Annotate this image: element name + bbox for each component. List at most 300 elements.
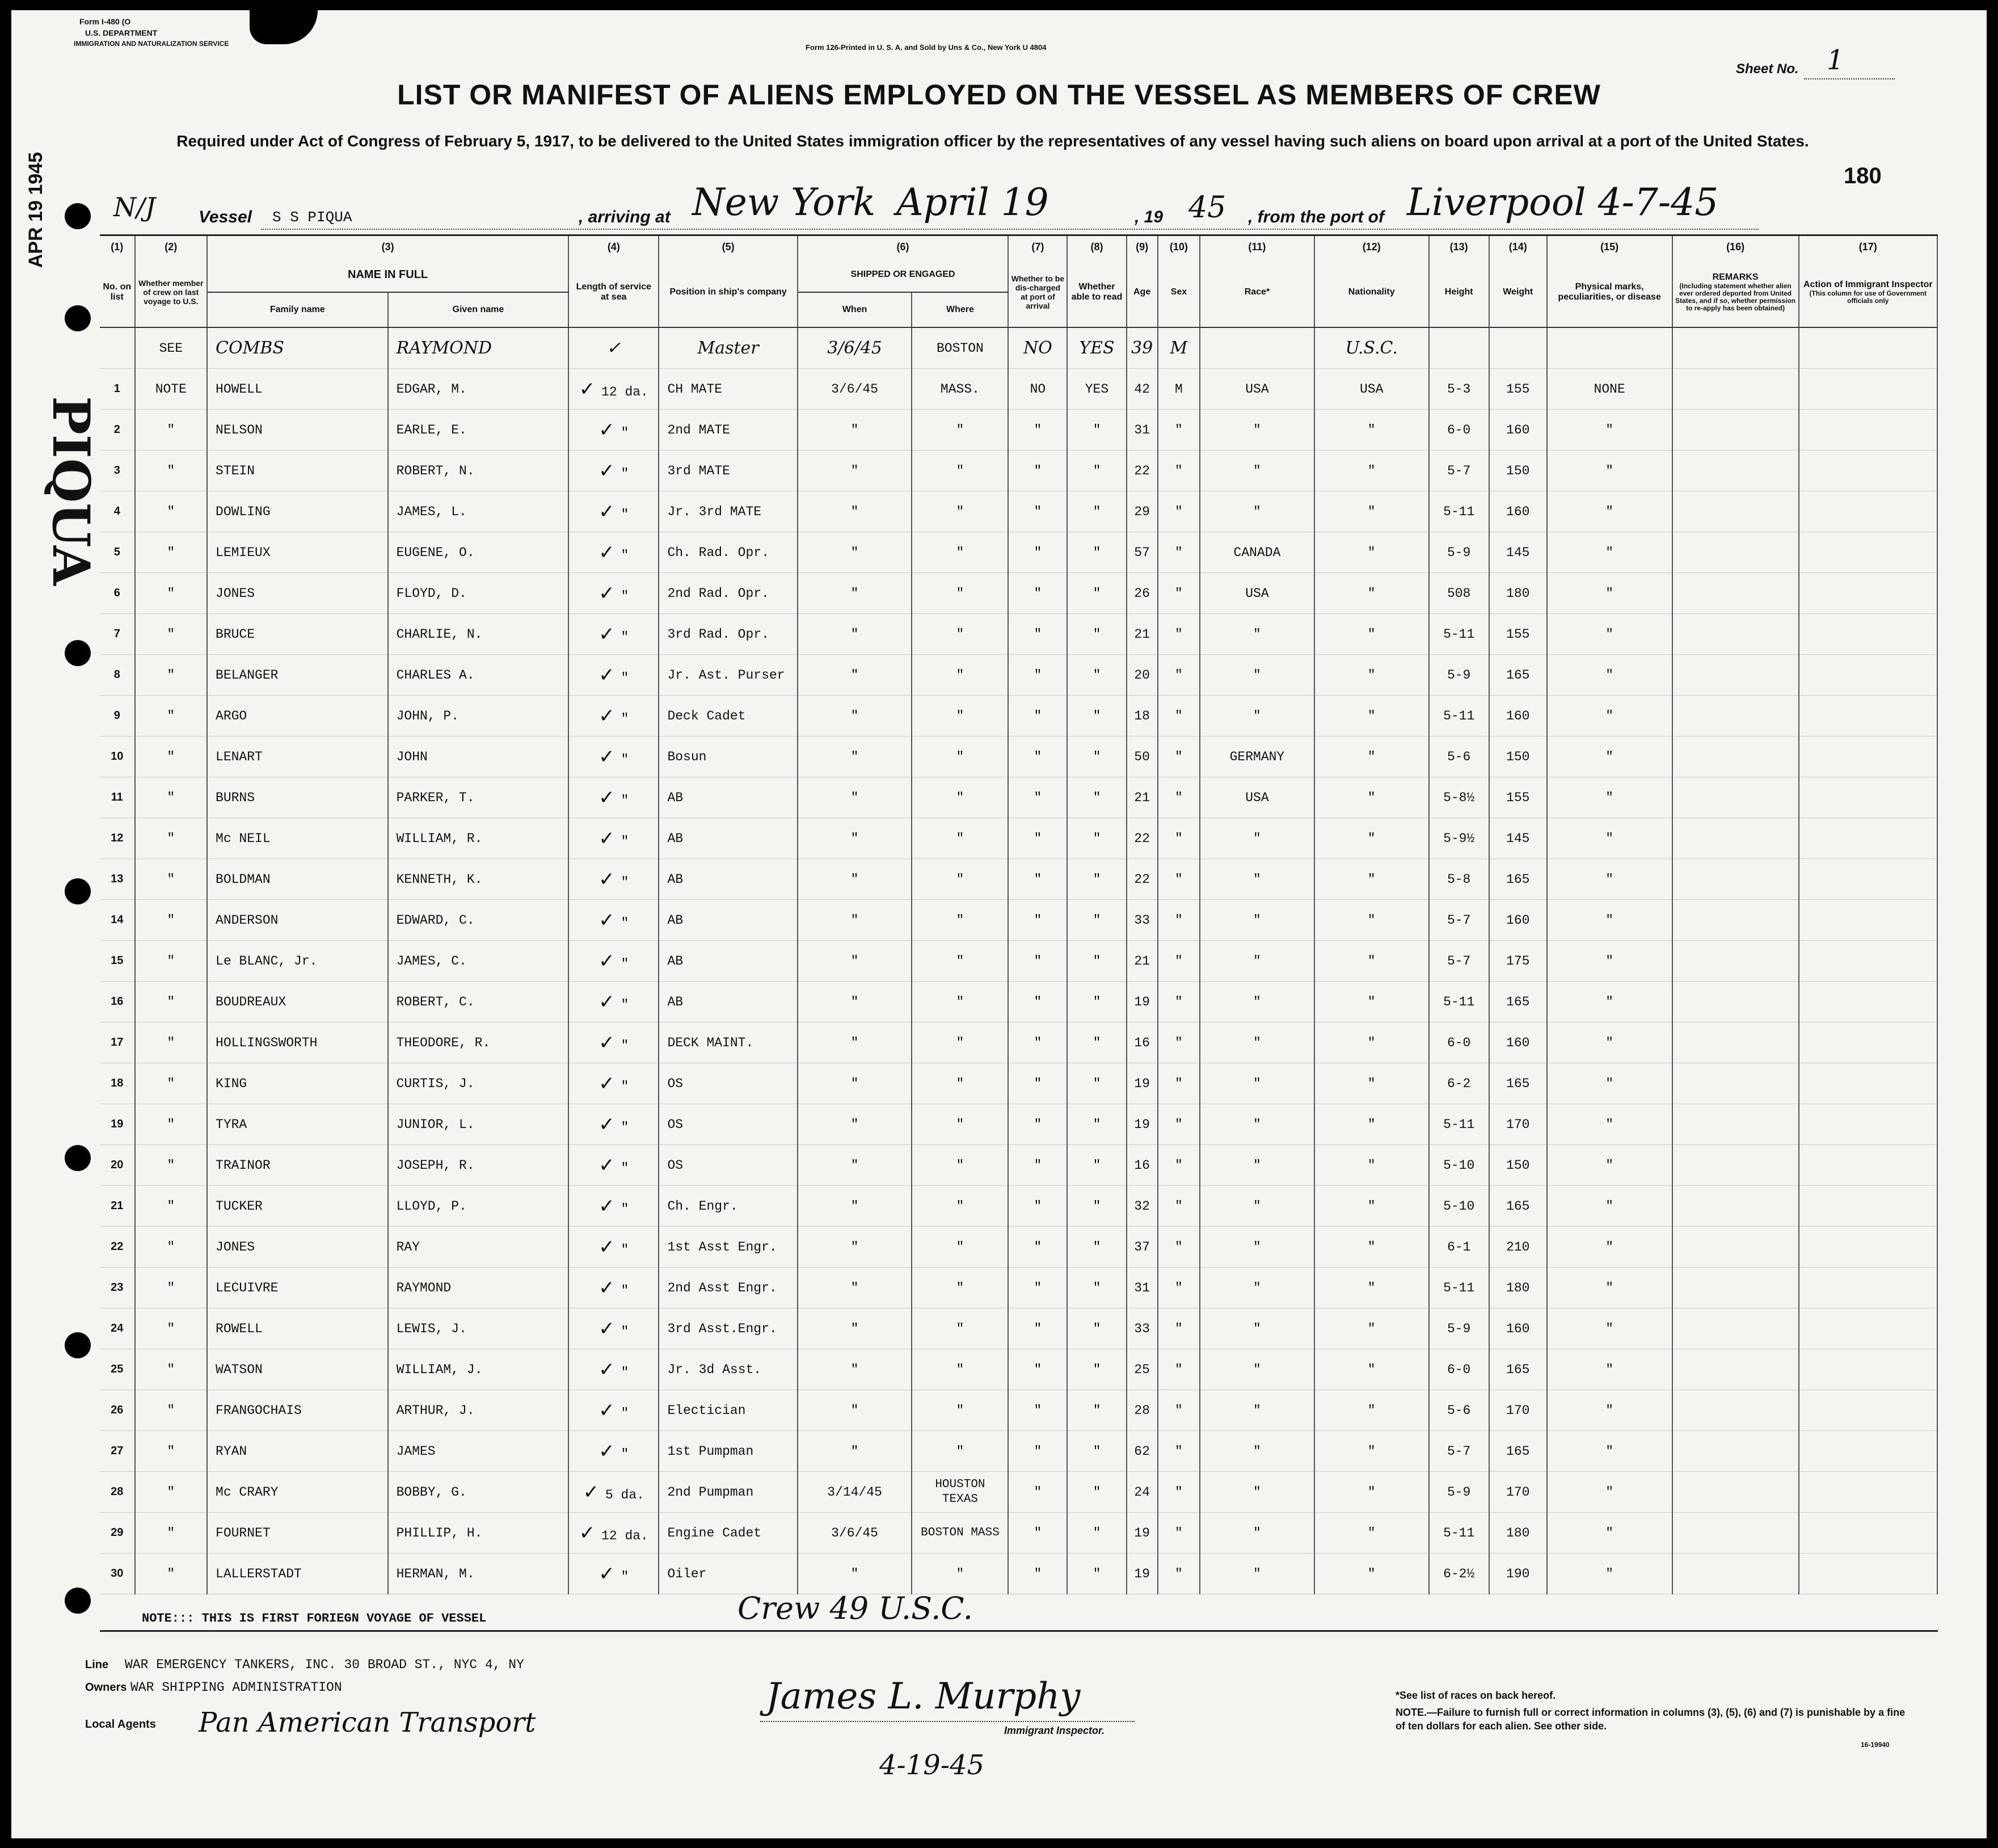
table-row — [100, 818, 1937, 859]
service-length-text: " — [621, 752, 629, 767]
signature-date: 4-19-45 — [879, 1749, 985, 1781]
cell-discharged: " — [1008, 1349, 1067, 1390]
cell-weight: 150 — [1489, 736, 1547, 777]
cell-weight: 170 — [1489, 1472, 1547, 1513]
cell-race: " — [1200, 655, 1314, 696]
checkmark-icon: ✓ — [598, 1031, 621, 1054]
cell-weight: 165 — [1489, 859, 1547, 900]
table-row — [100, 1513, 1937, 1554]
cell-able-to-read: " — [1067, 1431, 1126, 1472]
cell-discharged: " — [1008, 900, 1067, 941]
cell-family-name: FOURNET — [207, 1513, 388, 1554]
cell-shipped-when: " — [798, 777, 912, 818]
cell-position: 3rd Asst.Engr. — [659, 1308, 797, 1349]
cell-service-length — [568, 369, 659, 410]
cell-list-number: 12 — [100, 818, 135, 859]
cell-able-to-read: " — [1067, 1063, 1126, 1104]
service-length-text: " — [621, 793, 629, 808]
cell-remarks — [1672, 1390, 1799, 1431]
checkmark-icon: ✓ — [598, 908, 621, 932]
cell-inspector-action — [1799, 1186, 1937, 1227]
cell-list-number: 19 — [100, 1104, 135, 1145]
cell-list-number: 3 — [100, 451, 135, 491]
cell-position: AB — [659, 818, 797, 859]
cell-service-length — [568, 655, 659, 696]
cell-last-voyage: " — [135, 1022, 207, 1063]
checkmark-icon: ✓ — [598, 418, 621, 441]
master-service: ✓ — [568, 327, 659, 369]
cell-list-number: 4 — [100, 491, 135, 532]
cell-nationality: " — [1314, 451, 1429, 491]
form-id: Form I-480 (O — [79, 17, 131, 26]
cell-nationality: USA — [1314, 369, 1429, 410]
cell-weight: 170 — [1489, 1390, 1547, 1431]
cell-race: " — [1200, 1308, 1314, 1349]
cell-last-voyage: " — [135, 1268, 207, 1308]
table-row — [100, 573, 1937, 614]
cell-physical-marks: " — [1547, 1390, 1672, 1431]
cell-race: " — [1200, 1063, 1314, 1104]
cell-family-name: LECUIVRE — [207, 1268, 388, 1308]
cell-discharged: " — [1008, 532, 1067, 573]
cell-family-name: Mc NEIL — [207, 818, 388, 859]
cell-nationality: " — [1314, 982, 1429, 1022]
from-port-label: , from the port of — [1248, 208, 1384, 226]
cell-able-to-read: " — [1067, 1308, 1126, 1349]
col-name-in-full: NAME IN FULL — [207, 258, 568, 292]
cell-shipped-where: " — [912, 532, 1008, 573]
cell-physical-marks: " — [1547, 941, 1672, 982]
inspector-title: Action of Immigrant Inspector — [1803, 280, 1933, 289]
col-remarks — [1672, 258, 1799, 327]
cell-last-voyage: " — [135, 655, 207, 696]
cell-physical-marks: NONE — [1547, 369, 1672, 410]
cell-last-voyage: " — [135, 818, 207, 859]
cell-shipped-where: " — [912, 1431, 1008, 1472]
cell-service-length — [568, 859, 659, 900]
sheet-number: 1 — [1827, 44, 1844, 76]
cell-discharged: " — [1008, 736, 1067, 777]
cell-nationality: " — [1314, 655, 1429, 696]
page-title: LIST OR MANIFEST OF ALIENS EMPLOYED ON THE VESSEL AS MEMBERS OF CREW — [397, 79, 1601, 111]
year-prefix: , 19 — [1135, 208, 1164, 226]
cell-race: USA — [1200, 777, 1314, 818]
service-length-text: " — [621, 1079, 629, 1094]
cell-age: 33 — [1127, 1308, 1158, 1349]
cell-able-to-read: " — [1067, 818, 1126, 859]
table-row — [100, 1349, 1937, 1390]
cell-able-to-read: " — [1067, 1186, 1126, 1227]
cell-weight: 180 — [1489, 1513, 1547, 1554]
cell-weight: 180 — [1489, 1268, 1547, 1308]
cell-weight: 155 — [1489, 369, 1547, 410]
cell-service-length — [568, 1554, 659, 1594]
cell-last-voyage: " — [135, 736, 207, 777]
cell-able-to-read: " — [1067, 1472, 1126, 1513]
service-length-text: " — [621, 1242, 629, 1257]
cell-physical-marks: " — [1547, 1186, 1672, 1227]
cell-remarks — [1672, 1186, 1799, 1227]
cell-shipped-when: " — [798, 532, 912, 573]
cell-service-length — [568, 491, 659, 532]
cell-weight: 160 — [1489, 491, 1547, 532]
col-family-name: Family name — [207, 292, 388, 327]
cell-able-to-read: " — [1067, 1104, 1126, 1145]
cell-nationality: " — [1314, 1390, 1429, 1431]
cell-family-name: JONES — [207, 573, 388, 614]
cell-inspector-action — [1799, 1268, 1937, 1308]
cell-list-number: 13 — [100, 859, 135, 900]
cell-age: 50 — [1127, 736, 1158, 777]
cell-remarks — [1672, 1268, 1799, 1308]
cell-weight: 165 — [1489, 1186, 1547, 1227]
service-length-text: " — [621, 874, 629, 890]
cell-inspector-action — [1799, 451, 1937, 491]
cell-service-length — [568, 410, 659, 451]
voyage-note: NOTE::: THIS IS FIRST FORIEGN VOYAGE OF VESSEL — [142, 1611, 487, 1626]
cell-list-number: 28 — [100, 1472, 135, 1513]
cell-discharged: " — [1008, 1431, 1067, 1472]
cell-nationality: " — [1314, 532, 1429, 573]
cell-sex: " — [1158, 900, 1200, 941]
service-length-text: " — [621, 548, 629, 563]
cell-remarks — [1672, 410, 1799, 451]
cell-shipped-when: 3/14/45 — [798, 1472, 912, 1513]
cell-list-number: 14 — [100, 900, 135, 941]
service-length-text: " — [621, 711, 629, 726]
cell-shipped-where: " — [912, 736, 1008, 777]
cell-remarks — [1672, 1431, 1799, 1472]
cell-given-name: EDGAR, M. — [388, 369, 569, 410]
cell-able-to-read: " — [1067, 1227, 1126, 1268]
col-number: (15) — [1547, 235, 1672, 258]
inspector-note: (This column for use of Government officials only — [1809, 289, 1927, 305]
cell-given-name: PARKER, T. — [388, 777, 569, 818]
cell-last-voyage: " — [135, 859, 207, 900]
cell-given-name: JAMES, C. — [388, 941, 569, 982]
date-stamp: APR 19 1945 — [25, 152, 47, 268]
table-row — [100, 736, 1937, 777]
cell-family-name: HOLLINGSWORTH — [207, 1022, 388, 1063]
cell-race: " — [1200, 1186, 1314, 1227]
cell-race: " — [1200, 1431, 1314, 1472]
cell-service-length — [568, 1145, 659, 1186]
service-length-text: " — [621, 1201, 629, 1216]
cell-family-name: TUCKER — [207, 1186, 388, 1227]
cell-service-length — [568, 777, 659, 818]
cell-height: 6-1 — [1429, 1227, 1489, 1268]
cell-physical-marks: " — [1547, 736, 1672, 777]
cell-position: AB — [659, 941, 797, 982]
cell-service-length — [568, 1063, 659, 1104]
cell-remarks — [1672, 818, 1799, 859]
cell-nationality: " — [1314, 818, 1429, 859]
from-port: Liverpool 4-7-45 — [1407, 180, 1719, 224]
cell-height: 6-0 — [1429, 1349, 1489, 1390]
printer-line: Form 126-Printed in U. S. A. and Sold by Uns & Co., New York U 4804 — [806, 43, 1047, 52]
cell-height: 5-10 — [1429, 1145, 1489, 1186]
cell-given-name: JOSEPH, R. — [388, 1145, 569, 1186]
cell-shipped-when: " — [798, 900, 912, 941]
cell-position: 2nd Rad. Opr. — [659, 573, 797, 614]
cell-height: 5-11 — [1429, 1513, 1489, 1554]
cell-shipped-when: " — [798, 1349, 912, 1390]
cell-sex: " — [1158, 491, 1200, 532]
cell-discharged: " — [1008, 1472, 1067, 1513]
cell-inspector-action — [1799, 900, 1937, 941]
col-able-to-read: Whether able to read — [1067, 258, 1126, 327]
cell-position: Jr. 3d Asst. — [659, 1349, 797, 1390]
cell-inspector-action — [1799, 818, 1937, 859]
cell-height: 5-9 — [1429, 1472, 1489, 1513]
form-code: 16-19940 — [1861, 1741, 1890, 1749]
cell-last-voyage: " — [135, 1390, 207, 1431]
cell-physical-marks: " — [1547, 1472, 1672, 1513]
cell-able-to-read: YES — [1067, 369, 1126, 410]
checkmark-icon: ✓ — [598, 1235, 621, 1258]
col-number: (13) — [1429, 235, 1489, 258]
cell-discharged: " — [1008, 818, 1067, 859]
col-number: (8) — [1067, 235, 1126, 258]
cell-sex: " — [1158, 1308, 1200, 1349]
cell-inspector-action — [1799, 1227, 1937, 1268]
punch-hole — [65, 1332, 91, 1358]
cell-last-voyage: " — [135, 982, 207, 1022]
col-number: (10) — [1158, 235, 1200, 258]
cell-family-name: DOWLING — [207, 491, 388, 532]
col-number: (14) — [1489, 235, 1547, 258]
cell-able-to-read: " — [1067, 573, 1126, 614]
footer-rule — [100, 1630, 1938, 1632]
cell-list-number: 17 — [100, 1022, 135, 1063]
cell-shipped-when: " — [798, 736, 912, 777]
cell-position: Oiler — [659, 1554, 797, 1594]
cell-list-number: 23 — [100, 1268, 135, 1308]
cell-age: 31 — [1127, 410, 1158, 451]
cell-shipped-where: " — [912, 410, 1008, 451]
cell-discharged: " — [1008, 941, 1067, 982]
cell-shipped-when: " — [798, 1145, 912, 1186]
cell-race: " — [1200, 1349, 1314, 1390]
col-discharged: Whether to be dis-charged at port of arrival — [1008, 258, 1067, 327]
cell-family-name: WATSON — [207, 1349, 388, 1390]
cell-shipped-when: 3/6/45 — [798, 369, 912, 410]
cell-weight: 150 — [1489, 451, 1547, 491]
department-name: U.S. DEPARTMENT — [85, 28, 158, 37]
cell-given-name: JUNIOR, L. — [388, 1104, 569, 1145]
cell-given-name: ROBERT, N. — [388, 451, 569, 491]
cell-able-to-read: " — [1067, 941, 1126, 982]
cell-height: 5-8½ — [1429, 777, 1489, 818]
cell-family-name: ARGO — [207, 696, 388, 736]
cell-nationality: " — [1314, 1145, 1429, 1186]
cell-last-voyage: " — [135, 1308, 207, 1349]
cell-discharged: " — [1008, 1063, 1067, 1104]
service-length-text: " — [621, 629, 629, 645]
cell-sex: " — [1158, 1227, 1200, 1268]
cell-weight: 175 — [1489, 941, 1547, 982]
cell-weight: 155 — [1489, 777, 1547, 818]
cell-age: 28 — [1127, 1390, 1158, 1431]
cell-given-name: CHARLIE, N. — [388, 614, 569, 655]
cell-able-to-read: " — [1067, 1145, 1126, 1186]
cell-shipped-when: " — [798, 410, 912, 451]
cell-sex: " — [1158, 614, 1200, 655]
cell-weight: 160 — [1489, 900, 1547, 941]
cell-height: 5-8 — [1429, 859, 1489, 900]
cell-last-voyage: " — [135, 573, 207, 614]
cell-nationality: " — [1314, 736, 1429, 777]
table-row — [100, 777, 1937, 818]
checkmark-icon: ✓ — [598, 1072, 621, 1095]
col-age: Age — [1127, 258, 1158, 327]
cell-last-voyage: " — [135, 1349, 207, 1390]
cell-last-voyage: " — [135, 1104, 207, 1145]
cell-height: 6-2 — [1429, 1063, 1489, 1104]
service-length-text: " — [621, 1160, 629, 1176]
cell-sex: " — [1158, 1390, 1200, 1431]
cell-physical-marks: " — [1547, 859, 1672, 900]
cell-position: Engine Cadet — [659, 1513, 797, 1554]
service-length-text: " — [621, 1324, 629, 1339]
cell-family-name: Le BLANC, Jr. — [207, 941, 388, 982]
cell-given-name: JOHN — [388, 736, 569, 777]
page-number: 180 — [1844, 163, 1882, 188]
cell-weight: 190 — [1489, 1554, 1547, 1594]
master-last-voyage: SEE — [135, 327, 207, 369]
cell-sex: M — [1158, 369, 1200, 410]
cell-list-number: 5 — [100, 532, 135, 573]
service-length-text: " — [621, 1119, 629, 1135]
cell-nationality: " — [1314, 696, 1429, 736]
cell-shipped-where: " — [912, 696, 1008, 736]
line-label: Line — [85, 1658, 109, 1671]
races-note: *See list of races on back hereof. — [1396, 1690, 1556, 1701]
checkmark-icon: ✓ — [598, 786, 621, 809]
master-given-name: RAYMOND — [388, 327, 569, 369]
service-length-text: " — [621, 997, 629, 1012]
cell-weight: 180 — [1489, 573, 1547, 614]
page-subtitle: Required under Act of Congress of February 5, 1917, to be delivered to the United States immigration officer by the representatives of any vessel having such aliens on board upon arrival at a port of the United States. — [176, 132, 1809, 150]
table-row — [100, 1104, 1937, 1145]
cell-discharged: " — [1008, 1268, 1067, 1308]
cell-given-name: CHARLES A. — [388, 655, 569, 696]
cell-sex: " — [1158, 941, 1200, 982]
cell-last-voyage: " — [135, 941, 207, 982]
cell-service-length — [568, 1472, 659, 1513]
cell-discharged: " — [1008, 573, 1067, 614]
cell-weight: 170 — [1489, 1104, 1547, 1145]
service-length-text: " — [621, 1283, 629, 1298]
cell-age: 19 — [1127, 1063, 1158, 1104]
cell-given-name: FLOYD, D. — [388, 573, 569, 614]
cell-nationality: " — [1314, 1431, 1429, 1472]
cell-inspector-action — [1799, 859, 1937, 900]
checkmark-icon: ✓ — [598, 582, 621, 605]
cell-position: CH MATE — [659, 369, 797, 410]
cell-service-length — [568, 1104, 659, 1145]
manifest-sheet — [11, 10, 1987, 1838]
cell-nationality: " — [1314, 777, 1429, 818]
col-number: (7) — [1008, 235, 1067, 258]
table-row — [100, 491, 1937, 532]
col-position: Position in ship's company — [659, 258, 797, 327]
cell-list-number: 6 — [100, 573, 135, 614]
checkmark-icon: ✓ — [598, 704, 621, 727]
cell-position: 2nd Pumpman — [659, 1472, 797, 1513]
table-row — [100, 900, 1937, 941]
cell-able-to-read: " — [1067, 1349, 1126, 1390]
cell-able-to-read: " — [1067, 451, 1126, 491]
cell-weight: 150 — [1489, 1145, 1547, 1186]
cell-physical-marks: " — [1547, 655, 1672, 696]
cell-given-name: RAY — [388, 1227, 569, 1268]
cell-service-length — [568, 736, 659, 777]
sheet-label: Sheet No. — [1736, 61, 1799, 77]
cell-shipped-when: " — [798, 818, 912, 859]
cell-service-length — [568, 941, 659, 982]
cell-race: GERMANY — [1200, 736, 1314, 777]
cell-shipped-where: " — [912, 818, 1008, 859]
cell-sex: " — [1158, 655, 1200, 696]
cell-last-voyage: " — [135, 1186, 207, 1227]
master-read: YES — [1067, 327, 1126, 369]
checkmark-icon: ✓ — [598, 1562, 621, 1585]
cell-remarks — [1672, 696, 1799, 736]
cell-physical-marks: " — [1547, 1063, 1672, 1104]
cell-shipped-where: MASS. — [912, 369, 1008, 410]
col-physical-marks: Physical marks, peculiarities, or disease — [1547, 258, 1672, 327]
checkmark-icon: ✓ — [598, 949, 621, 973]
cell-discharged: " — [1008, 1390, 1067, 1431]
cell-race: USA — [1200, 369, 1314, 410]
cell-age: 31 — [1127, 1268, 1158, 1308]
table-row — [100, 1554, 1937, 1594]
cell-age: 62 — [1127, 1431, 1158, 1472]
cell-nationality: " — [1314, 900, 1429, 941]
crew-count: Crew 49 U.S.C. — [737, 1590, 973, 1626]
cell-able-to-read: " — [1067, 777, 1126, 818]
checkmark-icon: ✓ — [583, 1480, 605, 1504]
cell-discharged: " — [1008, 696, 1067, 736]
initials: N/J — [113, 192, 156, 222]
table-row — [100, 410, 1937, 451]
cell-physical-marks: " — [1547, 1227, 1672, 1268]
cell-position: OS — [659, 1063, 797, 1104]
cell-list-number: 15 — [100, 941, 135, 982]
cell-age: 57 — [1127, 532, 1158, 573]
remarks-title: REMARKS — [1712, 272, 1759, 282]
arrival-date: April 19 — [896, 180, 1049, 224]
cell-shipped-where: " — [912, 614, 1008, 655]
cell-inspector-action — [1799, 1104, 1937, 1145]
cell-physical-marks: " — [1547, 573, 1672, 614]
cell-shipped-when: " — [798, 573, 912, 614]
service-length-text: " — [621, 507, 629, 522]
vessel-line-rule — [261, 229, 1759, 230]
col-last-voyage: Whether member of crew on last voyage to U.S. — [135, 258, 207, 327]
cell-race: " — [1200, 1022, 1314, 1063]
cell-race: USA — [1200, 573, 1314, 614]
cell-age: 21 — [1127, 614, 1158, 655]
cell-given-name: THEODORE, R. — [388, 1022, 569, 1063]
cell-discharged: " — [1008, 1513, 1067, 1554]
cell-weight: 165 — [1489, 1431, 1547, 1472]
cell-remarks — [1672, 1227, 1799, 1268]
cell-inspector-action — [1799, 573, 1937, 614]
cell-remarks — [1672, 736, 1799, 777]
table-row — [100, 982, 1937, 1022]
